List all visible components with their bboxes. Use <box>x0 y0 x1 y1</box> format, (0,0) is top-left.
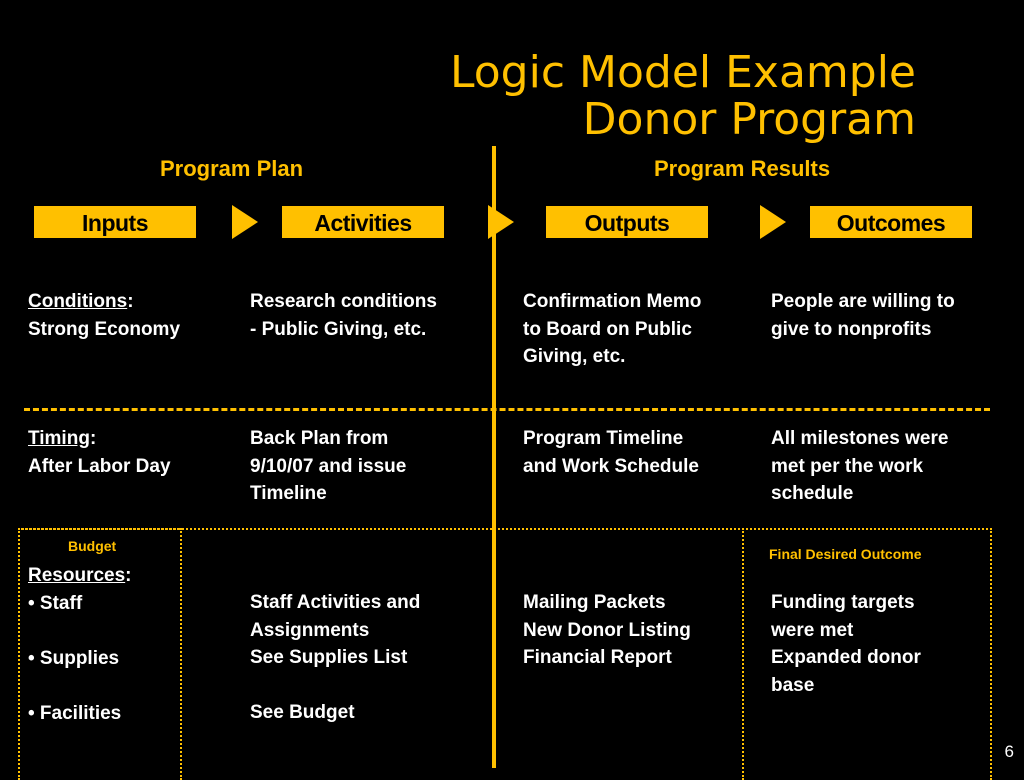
row-separator <box>24 408 990 411</box>
text-line: to Board on Public <box>523 318 692 340</box>
text-line: met per the work <box>771 455 924 477</box>
stage-inputs: Inputs <box>34 206 196 238</box>
text-line: Funding targets <box>771 592 915 613</box>
text-line: Back Plan from <box>250 428 389 449</box>
conditions-label: Conditions <box>28 291 128 312</box>
text-line: schedule <box>771 483 854 504</box>
resources-outcomes <box>771 589 921 699</box>
text-line: Confirmation Memo <box>523 291 702 312</box>
text-line: Mailing Packets <box>523 592 666 613</box>
program-plan-header: Program Plan <box>160 156 304 181</box>
slide-title-line1: Logic Model Example <box>450 47 916 98</box>
resources-outputs <box>523 589 691 672</box>
text-line: give to nonprofits <box>771 318 932 340</box>
timing-label: Timing <box>28 428 90 449</box>
text-line: Program Timeline <box>523 428 684 449</box>
text-line: New Donor Listing <box>523 619 691 641</box>
timing-input <box>28 425 171 480</box>
text-line: - Public Giving, etc. <box>250 318 427 340</box>
text-line: and Work Schedule <box>523 455 699 477</box>
timing-output <box>523 425 699 480</box>
text-line: Expanded donor <box>771 647 921 668</box>
text-line: Research conditions <box>250 291 437 312</box>
text-line: See Supplies List <box>250 647 408 668</box>
text-line: Timeline <box>250 483 327 504</box>
arrow-right-icon <box>232 205 258 239</box>
text-line: Financial Report <box>523 647 672 668</box>
list-item: • Staff <box>28 592 83 614</box>
resources-input <box>28 562 132 727</box>
page-number: 6 <box>1004 742 1014 761</box>
stage-outcomes: Outcomes <box>810 206 972 238</box>
conditions-outcome <box>771 288 955 343</box>
text-line: were met <box>771 619 854 641</box>
text-line: Giving, etc. <box>523 346 626 367</box>
final-outcome-label: Final Desired Outcome <box>769 546 922 562</box>
resources-label: Resources <box>28 565 126 586</box>
text-line: People are willing to <box>771 291 955 312</box>
stage-outputs: Outputs <box>546 206 708 238</box>
arrow-right-icon <box>488 205 514 239</box>
text-line: All milestones were <box>771 428 949 449</box>
timing-activity <box>250 425 406 508</box>
resources-activities <box>250 589 420 727</box>
conditions-input <box>28 288 180 343</box>
text-line: Staff Activities and <box>250 592 421 613</box>
label-colon: : <box>127 291 134 312</box>
text-line: See Budget <box>250 702 355 723</box>
budget-label: Budget <box>68 538 117 554</box>
conditions-value: Strong Economy <box>28 318 181 340</box>
conditions-output <box>523 288 701 371</box>
list-item: • Supplies <box>28 647 120 669</box>
program-results-header: Program Results <box>654 156 831 181</box>
text-line: base <box>771 674 815 696</box>
text-line: Assignments <box>250 619 370 641</box>
conditions-activity <box>250 288 437 343</box>
slide-title-line2: Donor Program <box>582 94 916 145</box>
list-item: • Facilities <box>28 702 122 724</box>
text-line: 9/10/07 and issue <box>250 455 407 477</box>
timing-value: After Labor Day <box>28 455 171 477</box>
timing-outcome <box>771 425 948 508</box>
stage-activities: Activities <box>282 206 444 238</box>
label-colon: : <box>125 565 132 586</box>
arrow-right-icon <box>760 205 786 239</box>
label-colon: : <box>89 428 97 449</box>
